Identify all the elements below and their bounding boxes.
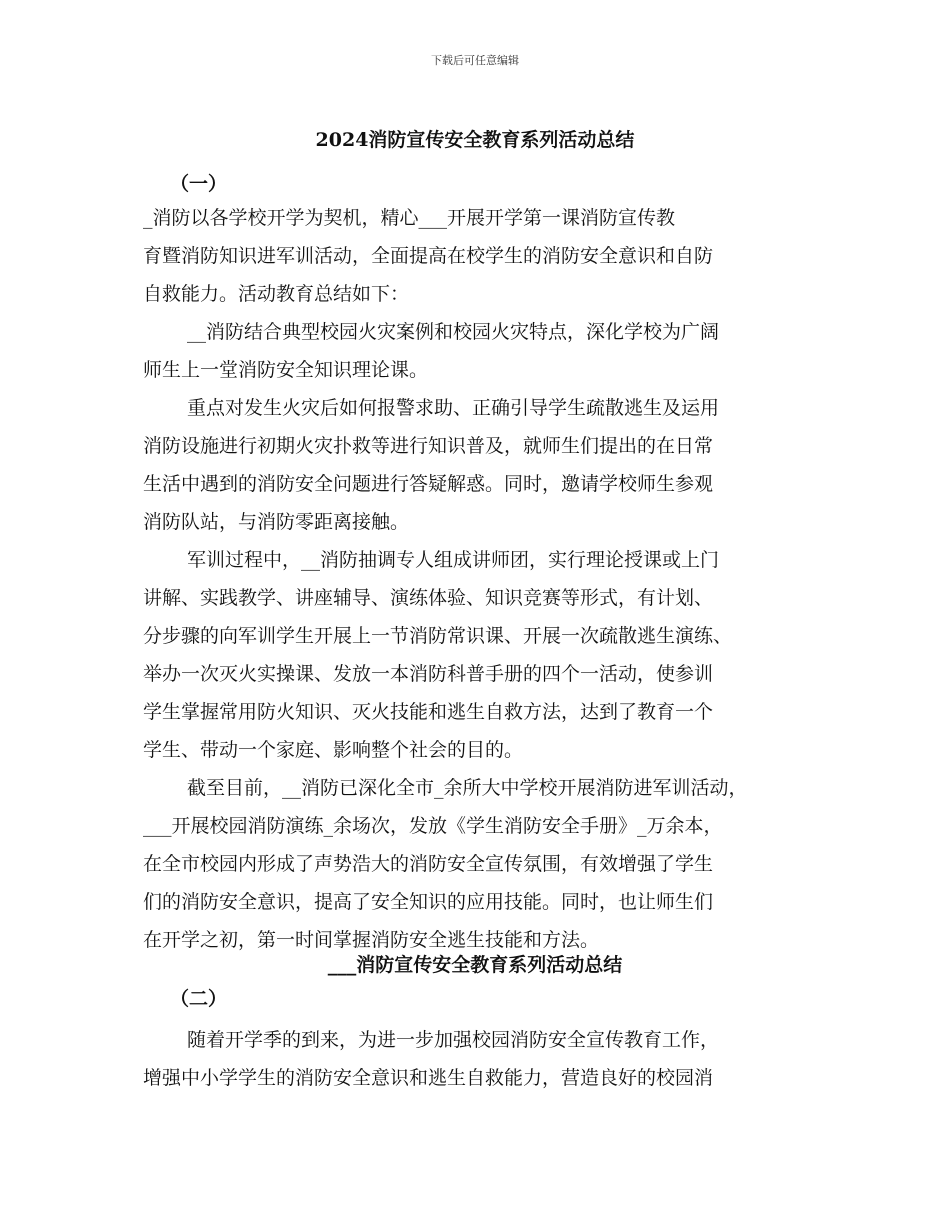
paragraph-line: 重点对发生火灾后如何报警求助、正确引导学生疏散逃生及运用 bbox=[187, 397, 720, 419]
paragraph-line: _消防以各学校开学为契机，精心___开展开学第一课消防宣传教 bbox=[143, 207, 676, 229]
paragraph-line: ___开展校园消防演练_余场次，发放《学生消防安全手册》_万余本， bbox=[143, 815, 723, 837]
paragraph-line: 举办一次灭火实操课、发放一本消防科普手册的四个一活动，使参训 bbox=[143, 663, 714, 685]
paragraph-line: 在开学之初，第一时间掌握消防安全逃生技能和方法。 bbox=[143, 929, 600, 951]
section-heading-1: （一） bbox=[170, 173, 228, 195]
paragraph-line: 育暨消防知识进军训活动，全面提高在校学生的消防安全意识和自防 bbox=[143, 245, 714, 267]
paragraph-line: 们的消防安全意识，提高了安全知识的应用技能。同时，也让师生们 bbox=[143, 891, 714, 913]
paragraph-line: 自救能力。活动教育总结如下： bbox=[143, 283, 410, 305]
paragraph-line: 讲解、实践教学、讲座辅导、演练体验、知识竞赛等形式，有计划、 bbox=[143, 587, 714, 609]
section-heading-2: （二） bbox=[170, 988, 228, 1010]
paragraph-line: __消防结合典型校园火灾案例和校园火灾特点，深化学校为广阔 bbox=[187, 321, 720, 343]
paragraph-line: 军训过程中，__消防抽调专人组成讲师团，实行理论授课或上门 bbox=[187, 549, 720, 571]
paragraph-line: 随着开学季的到来，为进一步加强校园消防安全宣传教育工作， bbox=[187, 1029, 720, 1051]
document-title: 2024消防宣传安全教育系列活动总结 bbox=[315, 129, 635, 151]
paragraph-line: 在全市校园内形成了声势浩大的消防安全宣传氛围，有效增强了学生 bbox=[143, 853, 714, 875]
paragraph-line: 学生掌握常用防火知识、灭火技能和逃生自救方法，达到了教育一个 bbox=[143, 701, 714, 723]
paragraph-line: 师生上一堂消防安全知识理论课。 bbox=[143, 359, 429, 381]
paragraph-line: 增强中小学学生的消防安全意识和逃生自救能力，营造良好的校园消 bbox=[143, 1067, 714, 1089]
header-note: 下载后可任意编辑 bbox=[431, 54, 519, 67]
paragraph-line: 生活中遇到的消防安全问题进行答疑解惑。同时，邀请学校师生参观 bbox=[143, 473, 714, 495]
paragraph-line: 学生、带动一个家庭、影响整个社会的目的。 bbox=[143, 739, 524, 761]
paragraph-line: 消防设施进行初期火灾扑救等进行知识普及，就师生们提出的在日常 bbox=[143, 435, 714, 457]
paragraph-line: 分步骤的向军训学生开展上一节消防常识课、开展一次疏散逃生演练、 bbox=[143, 625, 733, 647]
section-2-body bbox=[143, 1021, 813, 1097]
paragraph-line: 消防队站，与消防零距离接触。 bbox=[143, 511, 410, 533]
paragraph-line: 截至目前，__消防已深化全市_余所大中学校开展消防进军训活动， bbox=[187, 777, 748, 799]
section-1-body bbox=[143, 199, 813, 959]
document-subtitle: ___消防宣传安全教育系列活动总结 bbox=[327, 954, 623, 976]
